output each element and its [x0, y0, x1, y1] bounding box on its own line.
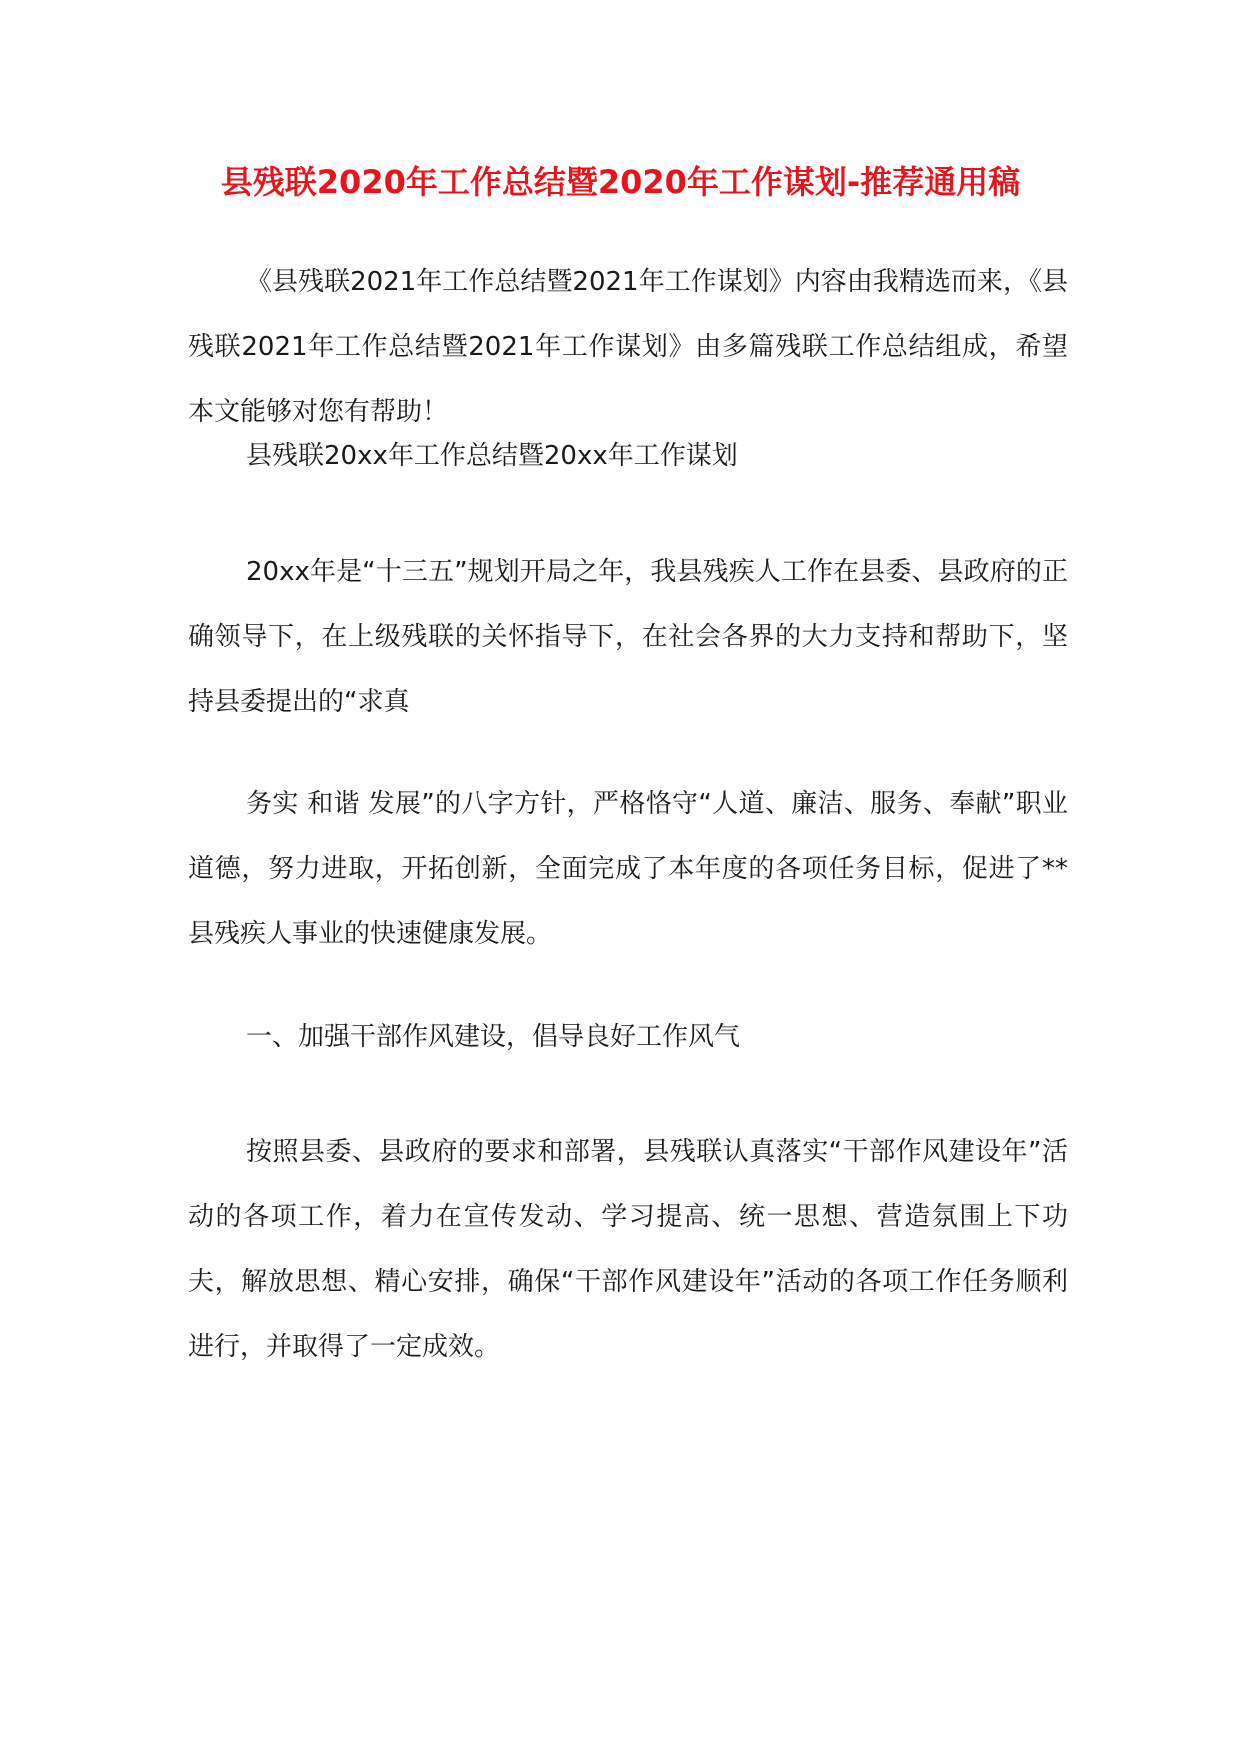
- body-paragraph-3: 按照县委、县政府的要求和部署，县残联认真落实“干部作风建设年”活动的各项工作，着力在宣传发动、学习提高、统一思想、营造氛围上下功夫，解放思想、精心安排，确保“干部作风建设年”活动的各项工作任务顺利进行，并取得了一定成效。: [188, 1137, 1068, 1362]
- body-paragraph-1: 20xx年是“十三五”规划开局之年，我县残疾人工作在县委、县政府的正确领导下，在上级残联的关怀指导下，在社会各界的大力支持和帮助下，坚持县委提出的“求真: [188, 557, 1068, 717]
- intro-paragraph: 《县残联2021年工作总结暨2021年工作谋划》内容由我精选而来，《县残联2021年工作总结暨2021年工作谋划》由多篇残联工作总结组成，希望本文能够对您有帮助！: [188, 267, 1068, 427]
- body-paragraph-2: 务实 和谐 发展”的八字方针，严格恪守“人道、廉洁、服务、奉献”职业道德，努力进取，开拓创新，全面完成了本年度的各项任务目标，促进了**县残疾人事业的快速健康发展。: [188, 789, 1068, 949]
- section-heading-1: 一、加强干部作风建设，倡导良好工作风气: [246, 1022, 741, 1052]
- document-title: 县残联2020年工作总结暨2020年工作谋划-推荐通用稿: [220, 163, 1021, 201]
- subtitle-paragraph: 县残联20xx年工作总结暨20xx年工作谋划: [246, 441, 738, 471]
